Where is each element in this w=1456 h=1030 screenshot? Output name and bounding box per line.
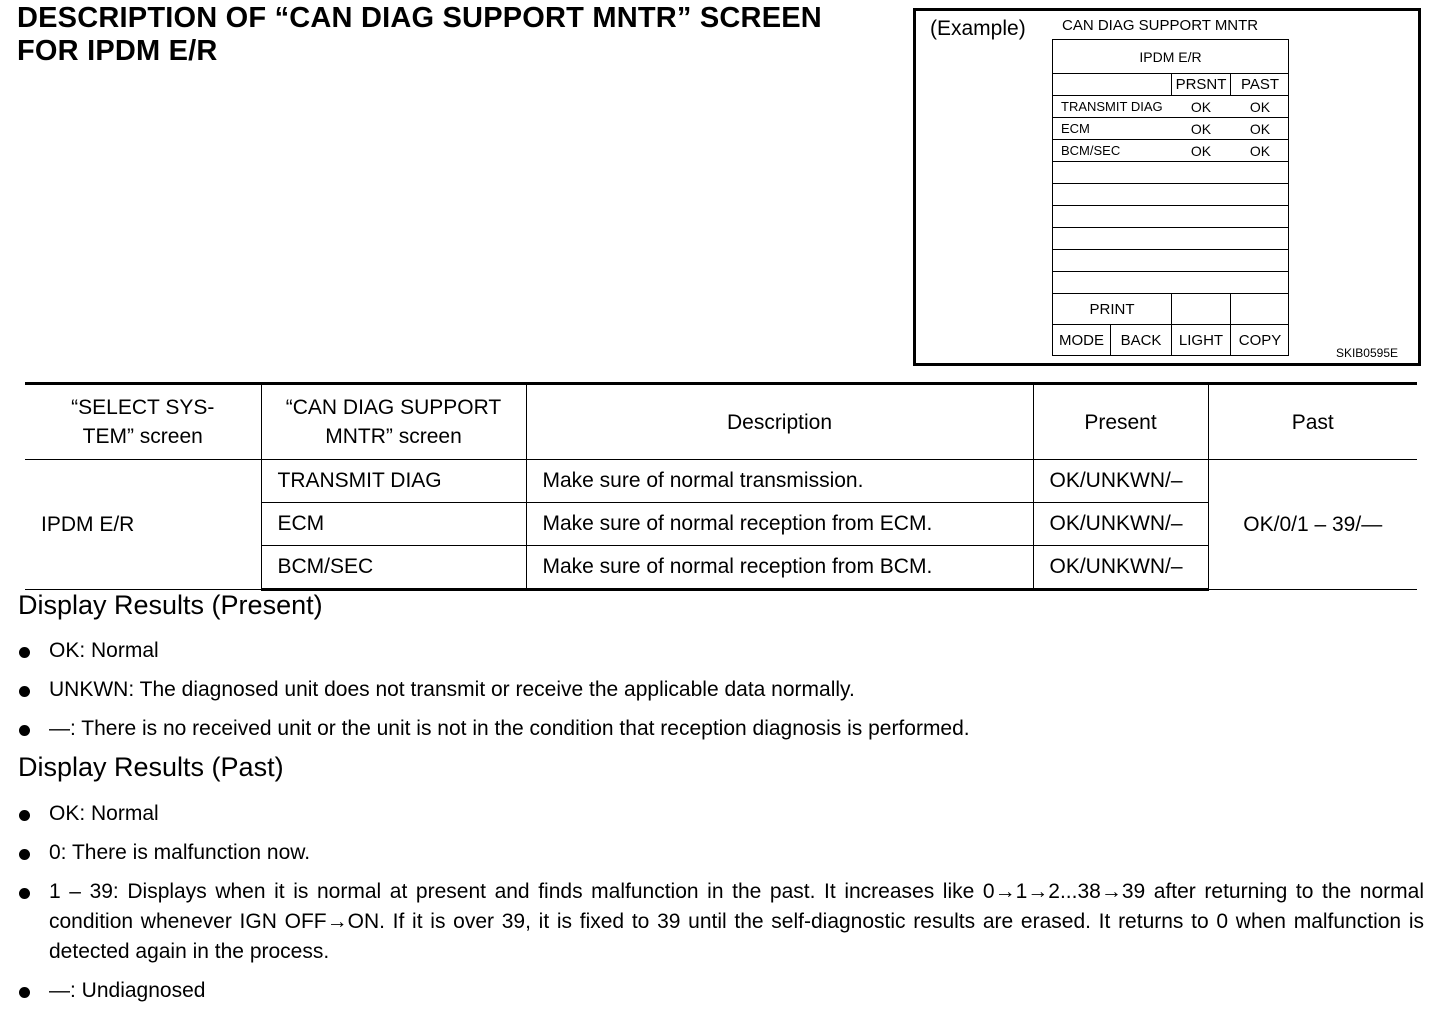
example-empty-row <box>1052 206 1289 228</box>
description-cell: Make sure of normal transmission. <box>526 460 1033 503</box>
example-row-name: ECM <box>1061 121 1090 136</box>
page-title <box>17 2 822 68</box>
list-item: OK: Normal <box>0 799 1456 829</box>
description-cell: Make sure of normal reception from ECM. <box>526 503 1033 546</box>
example-empty-row <box>1052 184 1289 206</box>
list-item: —: Undiagnosed <box>0 976 1456 1006</box>
system-cell: IPDM E/R <box>25 460 261 590</box>
example-screen <box>1052 39 1289 356</box>
item-cell: TRANSMIT DIAG <box>261 460 526 503</box>
example-row-past: OK <box>1249 142 1271 159</box>
example-system-row <box>1052 39 1289 74</box>
list-item: 0: There is malfunction now. <box>0 838 1456 868</box>
example-empty-row <box>1052 162 1289 184</box>
example-row-past: OK <box>1249 120 1271 137</box>
description-cell: Make sure of normal reception from BCM. <box>526 546 1033 590</box>
example-col-present: PRSNT <box>1171 74 1231 95</box>
table-header-row <box>25 384 1417 460</box>
example-empty-row <box>1052 272 1289 294</box>
example-figure <box>913 8 1421 366</box>
present-cell: OK/UNKWN/– <box>1033 546 1208 590</box>
example-row-past: OK <box>1249 98 1271 115</box>
example-back-button[interactable]: BACK <box>1120 331 1162 349</box>
past-results-list <box>0 799 1456 1015</box>
table-row <box>25 460 1417 503</box>
item-cell: ECM <box>261 503 526 546</box>
example-empty-row <box>1052 250 1289 272</box>
example-copy-button[interactable]: COPY <box>1238 331 1282 349</box>
example-row-name: BCM/SEC <box>1061 143 1121 158</box>
support-monitor-table <box>25 382 1417 591</box>
example-print-row <box>1052 294 1289 325</box>
example-row-name: TRANSMIT DIAG <box>1061 99 1163 114</box>
example-row-present: OK <box>1190 98 1212 115</box>
header-select-system: “SELECT SYS- TEM” screen <box>25 384 261 460</box>
example-empty-row <box>1052 228 1289 250</box>
present-results-list <box>0 636 1456 753</box>
example-row-present: OK <box>1190 120 1212 137</box>
example-row-present: OK <box>1190 142 1212 159</box>
header-description: Description <box>526 384 1033 460</box>
example-col-past: PAST <box>1240 76 1280 93</box>
example-row-bcm <box>1052 140 1289 162</box>
header-can-diag: “CAN DIAG SUPPORT MNTR” screen <box>261 384 526 460</box>
list-item: 1 – 39: Displays when it is normal at present and finds malfunction in the past. It increases like 0→1→2...38→39 after returning to the normal condition whenever IGN OFF→ON. If it is over 39, it is fixed to 39 until the self-diagnostic results are erased. It returns to 0 when malfunction is detected again in the process. <box>0 877 1456 967</box>
item-cell: BCM/SEC <box>261 546 526 590</box>
present-cell: OK/UNKWN/– <box>1033 503 1208 546</box>
title-line-1: DESCRIPTION OF “CAN DIAG SUPPORT MNTR” SCREEN <box>17 2 822 34</box>
list-item: —: There is no received unit or the unit is not in the condition that reception diagnosis is performed. <box>0 714 1456 744</box>
example-screen-title: CAN DIAG SUPPORT MNTR <box>1062 17 1259 34</box>
header-present: Present <box>1033 384 1208 460</box>
example-print-button[interactable]: PRINT <box>1089 300 1135 318</box>
example-button-row <box>1052 325 1289 356</box>
example-header-row <box>1052 74 1289 96</box>
list-item: UNKWN: The diagnosed unit does not transmit or receive the applicable data normally. <box>0 675 1456 705</box>
example-blank-button <box>1171 294 1231 324</box>
example-system-name: IPDM E/R <box>1139 48 1202 65</box>
list-item: OK: Normal <box>0 636 1456 666</box>
example-blank-button <box>1231 294 1289 324</box>
header-past: Past <box>1208 384 1417 460</box>
example-row-ecm <box>1052 118 1289 140</box>
title-line-2: FOR IPDM E/R <box>17 35 218 67</box>
example-row-transmit <box>1052 96 1289 118</box>
present-results-heading: Display Results (Present) <box>18 590 323 620</box>
figure-code: SKIB0595E <box>1335 346 1398 360</box>
example-mode-button[interactable]: MODE <box>1053 325 1111 355</box>
present-cell: OK/UNKWN/– <box>1033 460 1208 503</box>
example-label: (Example) <box>930 17 1026 40</box>
example-light-button[interactable]: LIGHT <box>1171 325 1231 355</box>
past-cell: OK/0/1 – 39/— <box>1208 460 1417 590</box>
past-results-heading: Display Results (Past) <box>18 752 284 782</box>
